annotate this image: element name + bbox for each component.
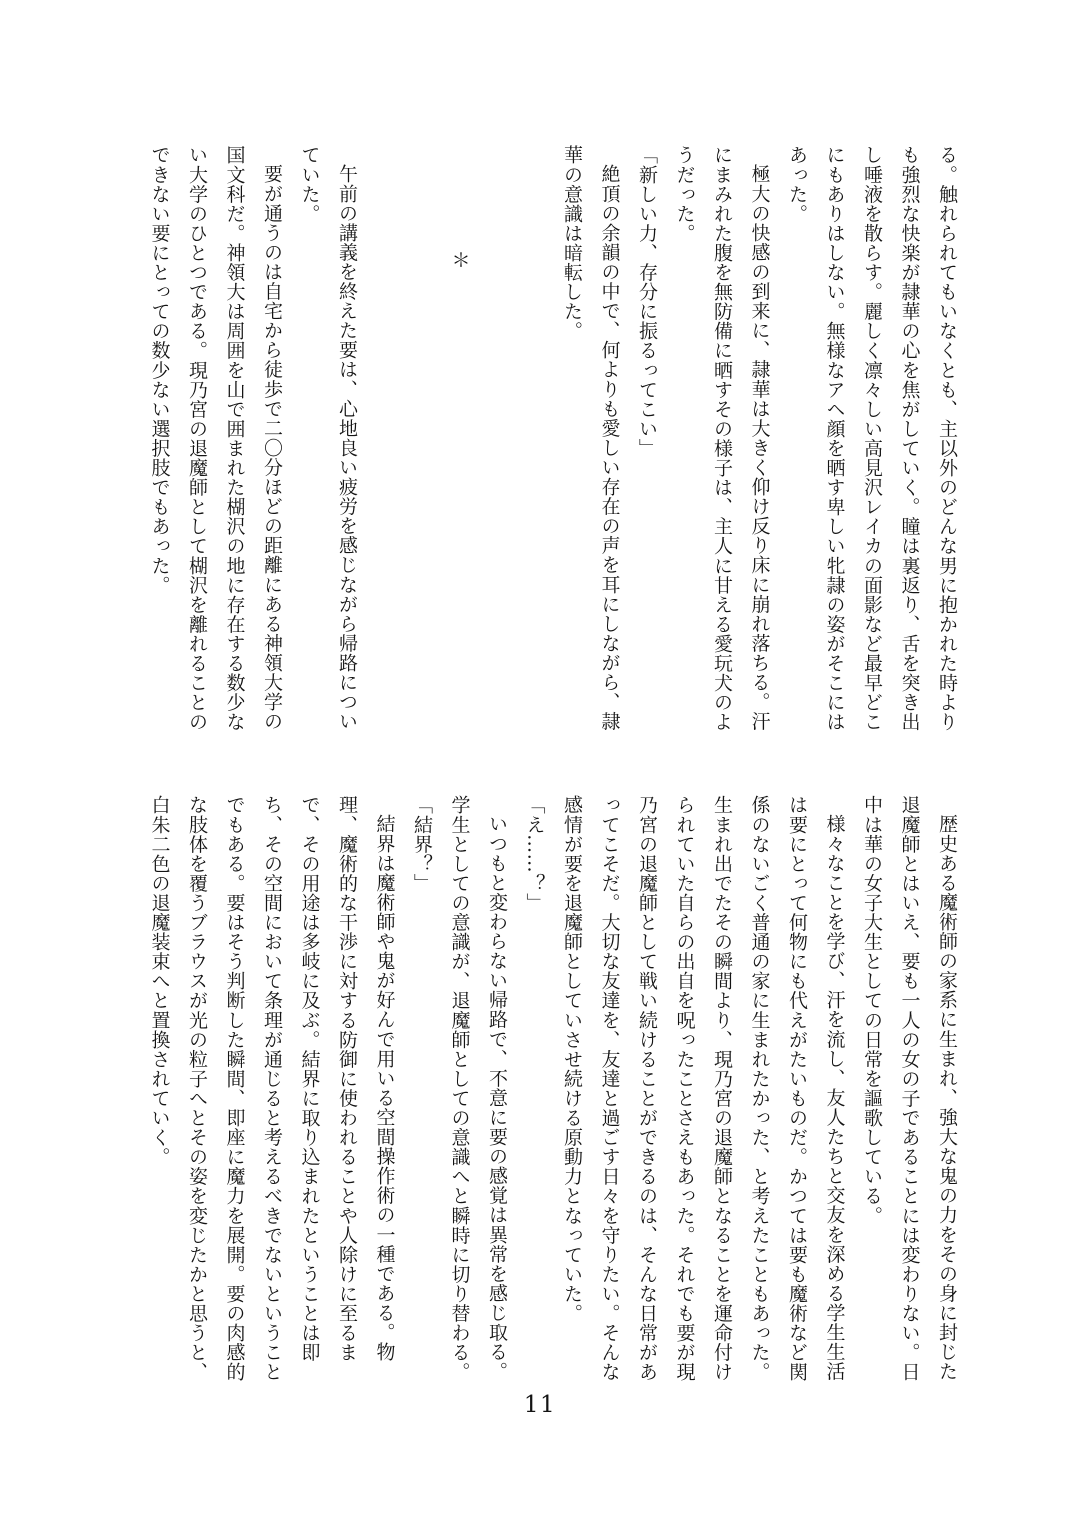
empty-line — [365, 145, 403, 741]
text-line: にもありはしない。無様なアヘ顔を晒す卑しい牝隷の姿がそこには — [823, 145, 846, 732]
text-line: できない要にとっての数少ない選択肢でもあった。 — [148, 145, 171, 595]
text-line: 華の意識は暗転した。 — [561, 145, 583, 341]
text-line: いつもと変わらない帰路で、不意に要の感覚は異常を感じ取る。 — [486, 814, 508, 1381]
page-number: 11 — [523, 1392, 557, 1418]
text-line: 結界は魔術師や鬼が好んで用いる空間操作術の一種である。物 — [373, 814, 396, 1362]
text-line: 白朱二色の退魔装束へと置換されていく。 — [148, 795, 171, 1167]
text-line: で、その用途は多岐に及ぶ。結界に取り込まれたということは即 — [298, 795, 321, 1362]
text-line: られていた自らの出自を呪ったことさえもあった。それでも要が現 — [673, 795, 696, 1382]
empty-line — [478, 145, 516, 741]
empty-line — [403, 145, 441, 741]
text-line: にまみれた腹を無防備に晒すその様子は、主人に甘える愛玩犬のよ — [711, 145, 733, 732]
text-line: 歴史ある魔術師の家系に生まれ、強大な鬼の力をその身に封じた — [936, 814, 958, 1381]
text-line: は要にとって何物にも代えがたいものだ。かつては要も魔術など関 — [786, 795, 808, 1382]
text-line: 学生としての意識が、退魔師としての意識へと瞬時に切り替わる。 — [448, 795, 471, 1382]
text-line: 退魔師とはいえ、要も一人の女の子であることには変わりない。日 — [898, 795, 921, 1382]
text-line: 様々なことを学び、汗を流し、友人たちと交友を深める学生生活 — [823, 814, 846, 1381]
text-line: あった。 — [786, 145, 808, 224]
text-line: ち、その空間において条理が通じると考えるべきでないということ — [261, 795, 283, 1382]
text-line: 「新しい力、存分に振るってこい」 — [636, 145, 658, 458]
text-line: 生まれ出でたその瞬間より、現乃宮の退魔師となることを運命付け — [711, 795, 733, 1382]
text-line: 乃宮の退魔師として戦い続けることができるのは、そんな日常があ — [636, 795, 658, 1382]
text-line: も強烈な快楽が隷華の心を焦がしていく。瞳は裏返り、舌を突き出 — [898, 145, 921, 732]
text-line: 中は華の女子大生としての日常を謳歌している。 — [861, 795, 883, 1226]
empty-line — [515, 145, 553, 741]
text-line: な肢体を覆うブラウスが光の粒子へとその姿を変じたかと思うと、 — [186, 795, 208, 1382]
text-line: い大学のひとつである。現乃宮の退魔師として楜沢を離れることの — [186, 145, 208, 732]
text-line: うだった。 — [673, 145, 696, 243]
text-line: 係のないごく普通の家に生まれたかった、と考えたこともあった。 — [748, 795, 771, 1382]
text-line: でもある。要はそう判断した瞬間、即座に魔力を展開。要の肉感的 — [223, 795, 246, 1382]
text-line: ていた。 — [298, 145, 321, 224]
text-line: 理、魔術的な干渉に対する防御に使われることや人除けに至るま — [336, 795, 358, 1362]
text-line: 国文科だ。神領大は周囲を山で囲まれた楜沢の地に存在する数少な — [223, 145, 246, 732]
text-block-bottom — [140, 795, 965, 1391]
text-block-top — [140, 145, 965, 741]
text-line: 極大の快感の到来に、隷華は大きく仰け反り床に崩れ落ちる。汗 — [748, 164, 771, 731]
text-line: ってこそだ。大切な友達を、友達と過ごす日々を守りたい。そんな — [598, 795, 621, 1382]
text-line: し唾液を散らす。麗しく凛々しい高見沢レイカの面影など最早どこ — [861, 145, 883, 732]
text-line: 午前の講義を終えた要は、心地良い疲労を感じながら帰路につい — [336, 164, 358, 731]
text-line: 要が通うのは自宅から徒歩で二〇分ほどの距離にある神領大学の — [261, 164, 283, 731]
text-line: 「え……？」 — [523, 795, 546, 913]
text-line: 「結界？」 — [411, 795, 433, 893]
text-line: 絶頂の余韻の中で、何よりも愛しい存在の声を耳にしながら、隷 — [598, 164, 621, 731]
section-separator: ＊ — [448, 250, 471, 269]
text-line: 感情が要を退魔師としていさせ続ける原動力となっていた。 — [561, 795, 583, 1323]
text-line: る。触れられてもいなくとも、主以外のどんな男に抱かれた時より — [936, 145, 958, 732]
